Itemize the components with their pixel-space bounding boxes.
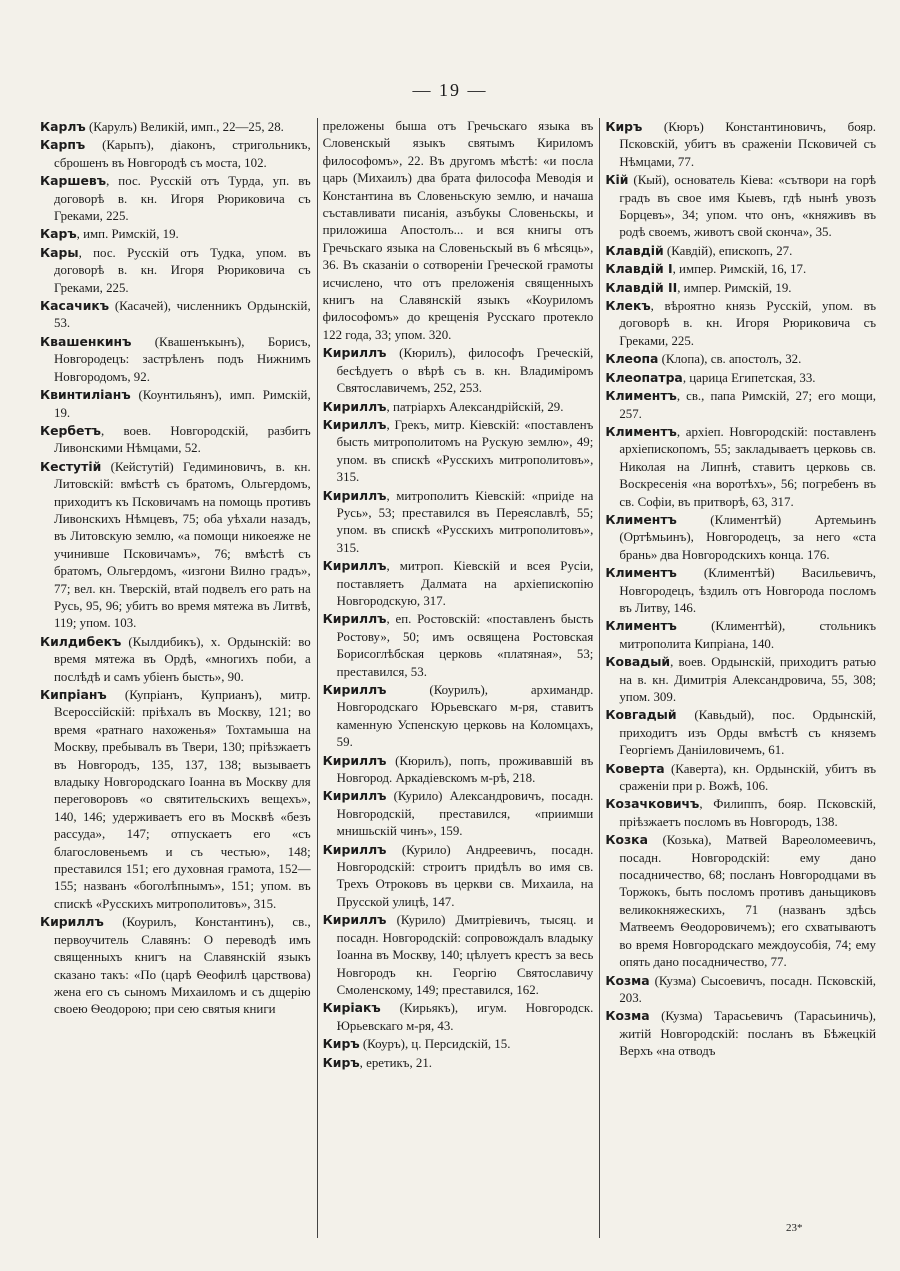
entry-headword: Козачковичъ [605,796,700,812]
entry-headword: Ковадый [605,654,671,670]
index-entry [323,841,594,912]
index-entry [605,171,876,242]
index-entry [605,564,876,617]
entry-text: (Курило) Дмитріевичъ, тысяц. и посадн. Новгородскій: сопровождалъ владыку Іоанна въ Москву, 140; цѣлуетъ крестъ за весь Новгородъ кн. Георгію Святославичу Смоленскому, 149; преставился, 162. [336,913,594,997]
index-entry [605,279,876,297]
index-entry [605,831,876,971]
signature-mark: 23* [786,1222,803,1234]
entry-text: , импер. Римскій, 19. [677,280,792,295]
entry-text: (Каверта), кн. Ордынскій, убитъ въ сраженіи при р. Вожѣ, 106. [619,761,877,794]
entry-headword: Клавдій [605,242,664,258]
index-entry [40,136,311,172]
index-entry [40,633,311,686]
index-entry [605,350,876,368]
entry-headword: Каръ [40,226,77,242]
page-number: — 19 — [412,80,488,100]
index-entry [40,458,311,633]
index-entry [605,706,876,759]
index-entry [40,333,311,386]
entry-text: , пос. Русскій отъ Турда, уп. въ договорѣ в. кн. Игоря Рюриковича съ Греками, 225. [54,174,311,224]
index-entry [605,242,876,260]
entry-headword: Климентъ [605,423,677,439]
entry-text: (Коурилъ, Константинъ), св., первоучитель Славянъ: О переводѣ имъ священныхъ книгъ на Славянскій языкъ сказано такъ: «По (царѣ Ѳеофилѣ царствова) жена его съ сыномъ Михаиломъ и съ дщерію своею Ѳеодорою; при сею святыя книги [54,915,311,1017]
entry-text: , пос. Русскій отъ Тудка, упом. въ договорѣ в. кн. Игоря Рюриковича съ Греками, 225. [54,245,311,295]
entry-headword: Кій [605,172,629,188]
entry-headword: Козма [605,972,650,988]
entry-text: (Коурилъ), архимандр. Новгородскаго Юрьевскаго м-ря, ставитъ каменную Успенскую церковь на Коломцахъ, 59. [336,683,594,750]
entry-text: (Кюрилъ), философъ Греческій, бесѣдуетъ о вѣрѣ съ в. кн. Владиміромъ Святославичемъ, 252, 253. [336,346,594,396]
index-entry [605,795,876,831]
entry-headword: Киръ [322,1054,360,1070]
entry-text: (Кузма) Тарасьевичъ (Тарасьиничь), житій Новгородскій: посланъ въ Бѣжецкій Верхъ «на отводъ [619,1009,877,1059]
index-entry [323,610,594,681]
entry-text: , еретикъ, 21. [359,1055,433,1070]
column-right [599,118,876,1238]
index-entry [605,617,876,653]
index-entry [323,1035,594,1053]
entry-headword: Клеопа [605,351,659,367]
entry-text: (Кылдибикъ), х. Ордынскій: во время мятежа въ Ордѣ, «многихъ поби, а послѣдѣ и самъ убіенъ бысть», 90. [54,634,311,684]
entry-headword: Кары [40,244,79,260]
index-entry [605,760,876,796]
entry-headword: Климентъ [605,618,677,634]
entry-headword: Клавдій I [605,261,673,277]
entry-text: , воев. Ордынскій, приходитъ ратью на в. кн. Димитрія Александровича, 55, 308; упом. 309. [619,655,877,704]
entry-headword: Клеопатра [605,369,683,385]
entry-text: (Кирьякъ), игум. Новгородск. Юрьевскаго м-ря, 43. [336,1001,594,1033]
entry-headword: Квинтиліанъ [40,387,131,403]
entry-text: , митроп. Кіевскій и всея Русіи, поставляетъ Далмата на архіепископію Новгородскую, 317. [336,559,594,608]
entry-text: (Кузма) Сысоевичъ, посадн. Псковскій, 203. [619,973,877,1005]
index-entry [605,297,876,350]
entry-headword: Кербетъ [40,422,101,438]
index-entry [323,398,594,416]
index-entry [40,913,311,1018]
entry-text: , импер. Римскій, 16, 17. [672,262,807,277]
entry-headword: Каршевъ [40,173,107,189]
index-entry [40,118,311,136]
index-entry [40,225,311,243]
index-entry [323,487,594,558]
entry-headword: Квашенкинъ [40,333,132,349]
entry-headword: Кириллъ [322,912,387,928]
entry-headword: Кириллъ [322,487,387,503]
index-columns [40,118,876,1238]
entry-headword: Кириллъ [322,611,387,627]
entry-text: (Касачей), численникъ Ордынскій, 53. [54,299,311,331]
entry-text: , еп. Ростовскій: «поставленъ бысть Ростову», 50; имъ освящена Ростовская Борисоглѣбская церковь «платяная», 53; преставился, 53. [336,612,594,679]
entry-text: , воев. Новгородскій, разбитъ Ливонскими Нѣмцами, 52. [54,423,311,456]
index-entry [40,686,311,913]
entry-text: (Коунтильянъ), имп. Римскій, 19. [54,388,311,420]
entry-text: , св., папа Римскій, 27; его мощи, 257. [619,389,877,421]
entry-text: (Кавьдый), пос. Ордынскій, приходитъ изъ Орды вмѣстѣ съ княземъ Георгіемъ Даніиловичемъ, 61. [619,708,877,758]
entry-text: , имп. Римскій, 19. [76,227,179,242]
entry-headword: Кириллъ [322,788,387,804]
index-entry [323,416,594,487]
column-middle [317,118,594,1238]
entry-text: (Козька), Матвей Вареоломеевичъ, посадн. Новгородскій: ему дано посадничество, 68; посланъ Новгородцами въ Торжокъ, быть посломъ противъ даньщиковъ великокняжескихъ, 71 (названъ здѣсь Матвеемъ Ѳеодоровичемъ); его схватываютъ во время Новгородскаго междоусобія, 74; ему опять дано посадничество, 77. [619,833,877,970]
entry-text: (Кюръ) Константиновичъ, бояр. Псковскій, убитъ въ сраженіи Псковичей съ Нѣмцами, 77. [619,120,877,169]
index-entry [605,118,876,171]
entry-headword: Кириллъ [322,682,387,697]
index-entry [323,787,594,840]
entry-text: (Климентѣй), стольникъ митрополита Кипріана, 140. [619,619,877,651]
entry-headword: Козка [605,832,648,848]
index-entry [605,369,876,387]
index-entry [40,386,311,422]
entry-text: , митрополитъ Кіевскій: «приіде на Русь», 53; преставился въ Переяславлѣ, 55; упом. въ спискѣ «Русскихъ митрополитовъ», 315. [336,488,594,555]
entry-headword: Касачикъ [40,298,110,314]
entry-headword: Клавдій II [605,279,678,295]
entry-text: (Курило) Андреевичъ, посадн. Новгородскій: строитъ придѣлъ во имя св. Трехъ Отроковъ въ церкви св. Михаила, на Прусской улицѣ, 147. [336,842,594,909]
entry-headword: Кестутій [40,458,102,474]
entry-headword: Козма [605,1008,650,1024]
entry-text: преложены быша отъ Гречьскаго языка въ Словенскый языкъ святымъ Кириломъ философомъ», 22. Въ другомъ мѣстѣ: «и посла царь (Михаилъ) два брата философа Меводія и Константина въ Словеньскую землю, и начаша съставливати писанія, азъбукы Словеньскы, и приложиша Апостолъ... и вся книгы отъ Гречьскаго языка на Словеньскый въ 6 мѣсяць», 36. Въ сказаніи о сотвореніи Греческой грамоты исчислено, что отъ преложенія священныхъ книгъ на Славянскій языкъ «Коуриломъ философомъ» до крещенія Русскаго протекло 122 года, 33; упом. 320. [322,119,594,342]
entry-text: (Купріанъ, Куприанъ), митр. Всероссійскій: пріѣхалъ въ Москву, 121; во время «ратнаго нахоженья» Тохтамыша на Москву, пребывалъ въ Твери, 130; пріѣзжаетъ въ Новгородъ, 135, 137, 138; вызываетъ владыку Новгородскаго Іоанна въ Москву для переговоровъ «о святительскихъ вещехъ», 140, 146; удерживаетъ его въ Москвѣ «безъ расcуда», 147; отпускаетъ его «съ благословеньемъ и съ честью», 148; преставился 151; его духовная грамота, 152—155; названъ «боголѣпнымъ», 151; упом. въ спискѣ «Русскихъ митрополитовъ», 315. [54,688,311,911]
entry-text: (Кый), основатель Кіева: «сътвори на горѣ градъ въ свое имя Кыевъ, гдѣ нынѣ увозъ Борцевъ», 34; упом. что онъ, «княживъ въ родѣ своемъ, животъ свой скончa», 35. [619,173,877,240]
entry-headword: Клекъ [605,298,651,314]
index-entry [605,511,876,564]
index-entry [323,344,594,397]
entry-headword: Кириллъ [322,752,387,768]
entry-headword: Кириллъ [322,416,387,432]
entry-text: (Клопа), св. апостолъ, 32. [658,352,802,367]
entry-text: (Карьпъ), діаконъ, стригольникъ, сброшенъ въ Новгородѣ съ моста, 102. [54,138,311,170]
entry-text: (Квашенъкынъ), Борисъ, Новгородецъ: застрѣленъ подъ Нижнимъ Новгородомъ, 92. [54,334,311,384]
entry-headword: Кириллъ [40,914,104,930]
index-entry [323,1054,594,1072]
entry-headword: Ковгадый [605,707,677,723]
index-entry [605,260,876,278]
entry-text: (Кейстутій) Гедиминовичъ, в. кн. Литовскій: вмѣстѣ съ братомъ, Ольгердомъ, приходитъ къ Псковичамъ на помощь противъ Ливонскихъ Нѣмцевъ, 75; оба уѣхали назадъ, въ Литовскую землю, «а помощи никоеяже не учинивше Псковичамъ», 76; вмѣстѣ съ братомъ, Ольгердомъ, «изгони Вилно градъ», 77; вел. кн. Тверскій, втай подвелъ его рать на Русь, 95, 96; убитъ во время мятежа въ Литвѣ, 119; упом. 103. [54,459,311,631]
entry-headword: Климентъ [605,565,677,581]
entry-headword: Кириллъ [322,345,387,361]
index-entry [40,422,311,458]
index-entry [323,999,594,1035]
index-entry [605,972,876,1008]
entry-headword: Климентъ [605,511,677,527]
entry-headword: Киръ [322,1036,360,1052]
entry-headword: Киръ [605,119,643,134]
index-entry [605,653,876,706]
index-entry [40,297,311,333]
entry-headword: Килдибекъ [40,633,122,649]
entry-text: , вѣроятно князь Русскій, упом. въ договорѣ в. кн. Игоря Рюриковича съ Греками, 225. [619,299,877,348]
entry-text: (Кавдій), епископъ, 27. [663,243,793,258]
index-entry [40,172,311,225]
index-entry [605,1007,876,1060]
entry-text: (Климентѣй) Артемьинъ (Ортѣмьинъ), Новгородецъ, за него «ста брань» два Новгородскихъ конца. 176. [619,512,877,562]
entry-headword: Климентъ [605,388,677,404]
index-entry [323,118,594,344]
entry-text: , патріархъ Александрійскій, 29. [386,399,564,414]
index-entry [323,911,594,999]
entry-headword: Кириллъ [322,398,387,414]
entry-headword: Коверта [605,760,665,776]
entry-text: , царица Египетская, 33. [682,370,816,385]
entry-headword: Кириллъ [322,841,387,857]
entry-text: (Коуръ), ц. Персидскій, 15. [359,1037,511,1052]
entry-text: , архіеп. Новгородскій: поставленъ архіепископомъ, 55; закладываетъ церковь св. Николая на Липнѣ, ставитъ церковь св. Воскресенія «на воротѣхъ», 56; погребенъ въ св. Софіи, въ притворѣ, 63, 317. [619,424,877,509]
entry-text: , Грекъ, митр. Кіевскій: «поставленъ бысть митрополитомъ на Рускую землю», 49; упом. въ спискѣ «Русскихъ митрополитовъ», 315. [336,417,594,485]
index-entry [40,244,311,297]
entry-headword: Кипріанъ [40,687,107,702]
index-entry [323,557,594,610]
entry-headword: Кириллъ [322,558,387,574]
entry-text: (Кюрилъ), попъ, проживавшій въ Новгород. Аркадіевскомъ м-рѣ, 218. [336,753,594,786]
index-entry [323,752,594,788]
entry-text: (Курило) Александровичъ, посадн. Новгородскій, преставился, «приимши мнишьскій чинъ», 159. [336,789,594,839]
entry-text: (Карулъ) Великій, имп., 22—25, 28. [85,120,284,134]
entry-headword: Киріакъ [322,1000,381,1016]
index-entry [605,423,876,511]
index-entry [605,387,876,423]
index-entry [323,681,594,752]
entry-headword: Карлъ [40,119,86,134]
column-left [40,118,311,1238]
entry-text: , Филиппъ, бояр. Псковскій, пріѣзжаетъ посломъ въ Новгородъ, 138. [619,797,877,829]
entry-headword: Карпъ [40,137,86,153]
entry-text: (Климентѣй) Васильевичъ, Новгородецъ, ѣздилъ отъ Новгорода посломъ въ Литву, 146. [619,566,877,615]
